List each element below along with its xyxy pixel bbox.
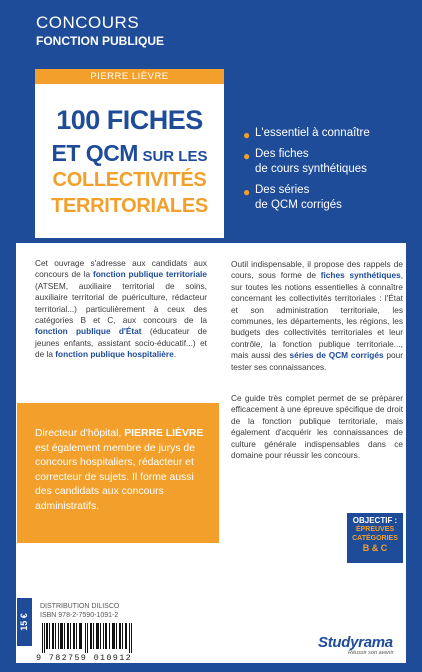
description-text: Outil indispensable, il propose des rappels de cours, sous forme de fiches synthétiques, sur toutes les notions essentielles à connaître concernant les collectivités territoriales : l'État et son administration territoriale, les communes, les départements, les régions, les budgets des collectivités territoriales et leur contrôle, la fonction publique territoriale..., mais aussi des séries de QCM corrigés pour tester ses connaissances.	[231, 259, 403, 372]
intro-text: Cet ouvrage s'adresse aux candidats aux concours de la fonction publique territoriale (ATSEM, auxiliaire territorial de soins, auxiliaire territorial de puériculture, rédacteur territorial...) particulièrement à ceux des catégories B et C, aux concours de la fonction publique d'État (éducateur de jeunes enfants, assistant socio-éducatif...) et de la fonction publique hospitalière.	[35, 258, 207, 360]
feature-line: L'essentiel à connaître	[255, 127, 370, 139]
bullet-icon: ●	[243, 149, 251, 163]
book-title-line2	[35, 140, 224, 170]
feature-line: de cours synthétiques	[255, 163, 367, 175]
feature-line: Des séries	[255, 184, 310, 196]
guide-text: Ce guide très complet permet de se préparer efficacement à une épreuve spécifique de droit de la fonction publique territoriale, mais également d'acquérir les connaissances de culture générale indispensables dans ce domaine pour réussir les concours.	[231, 393, 403, 461]
isbn: ISBN 978-2-7590-1091-2	[40, 612, 119, 619]
book-title-line4: TERRITORIALES	[51, 195, 208, 217]
book-title-line1: 100 FICHES	[56, 105, 203, 135]
publisher-tagline: Réussir son avenir	[348, 650, 394, 656]
feature-line: Des fiches	[255, 148, 309, 160]
book-title-line2-b: SUR LES	[142, 148, 208, 165]
objectif-line: CATÉGORIES	[352, 534, 398, 542]
distribution-info	[40, 602, 119, 620]
publisher-logo: Studyrama	[318, 634, 393, 651]
feature-item	[243, 183, 413, 213]
objectif-label: OBJECTIF :	[352, 516, 398, 525]
feature-item	[243, 126, 413, 141]
bullet-icon: ●	[243, 185, 251, 199]
objectif-badge	[347, 513, 403, 563]
book-title-line2-a: ET QCM	[51, 140, 138, 166]
series-subtitle: FONCTION PUBLIQUE	[36, 34, 164, 48]
barcode-digits: 9 782759 010912	[36, 653, 133, 663]
features-list	[243, 126, 413, 219]
book-title-line3: COLLECTIVITÉS	[52, 169, 207, 191]
price: 15 €	[19, 613, 29, 631]
barcode-icon	[42, 623, 132, 653]
feature-line: de QCM corrigés	[255, 199, 342, 211]
series-title: CONCOURS	[36, 13, 140, 32]
distributor: DISTRIBUTION DILISCO	[40, 603, 120, 610]
author-name: PIERRE LIÈVRE	[35, 69, 224, 84]
objectif-line: ÉPREUVES	[355, 526, 395, 533]
feature-item	[243, 147, 413, 177]
objectif-line: B & C	[362, 543, 388, 553]
bullet-icon: ●	[243, 128, 251, 142]
author-bio: Directeur d'hôpital, PIERRE LIÈVRE est également membre de jurys de concours hospitaliers, rédacteur et correcteur de sujets. Il forme aussi des candidats aux concours administratifs.	[35, 428, 204, 512]
